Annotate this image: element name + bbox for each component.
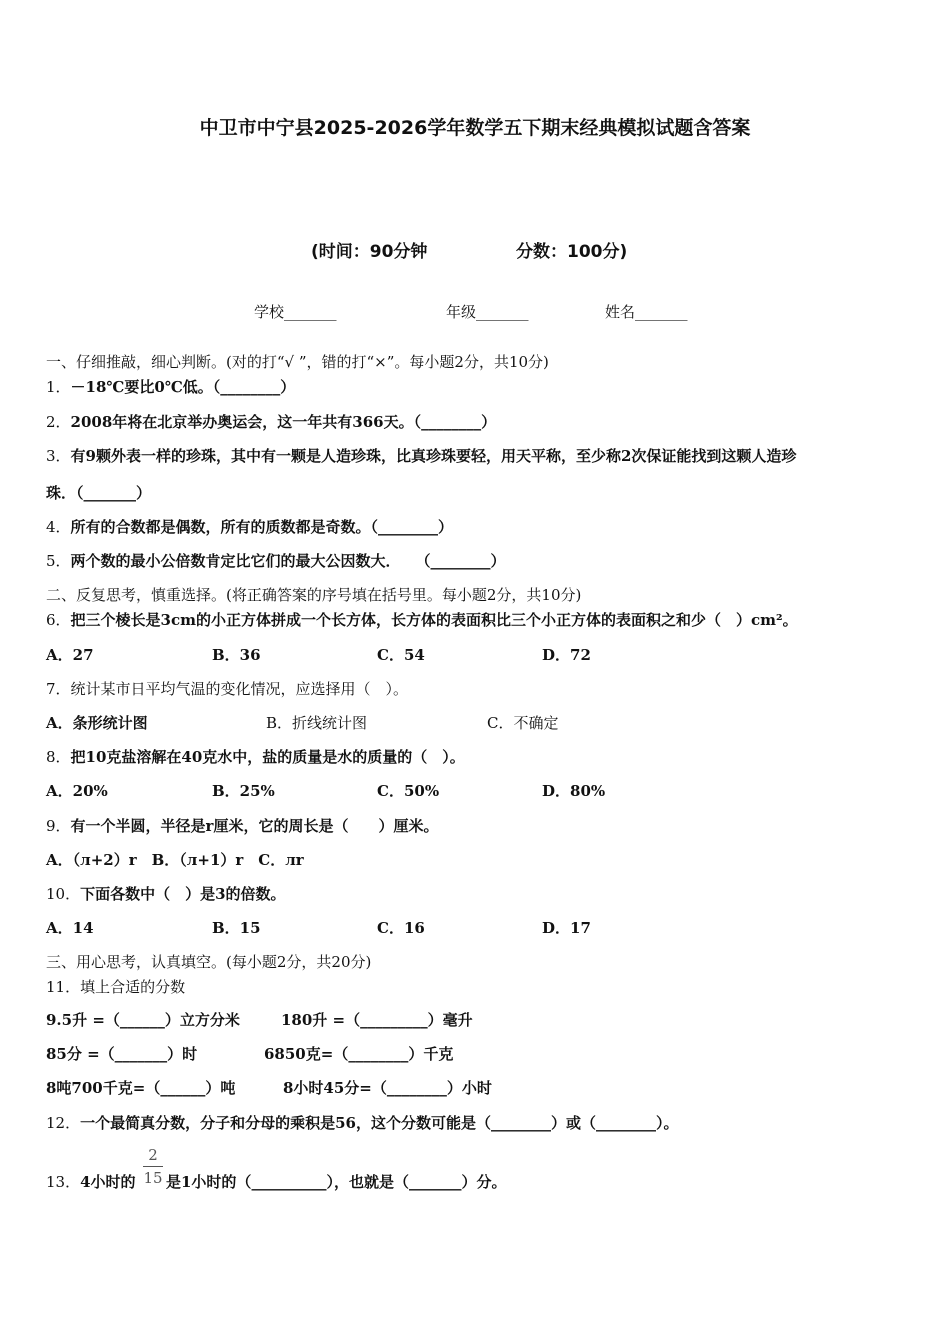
- option-b: B．25%: [212, 782, 275, 800]
- question-number: 12．: [46, 1114, 81, 1132]
- section-1-heading: 一、仔细推敲，细心判断。(对的打“√ ”，错的打“×”。每小题2分，共10分): [46, 353, 549, 371]
- options-line: A．（л+2）r B．（л+1）r C．лr: [46, 851, 304, 869]
- question-3: [46, 445, 796, 466]
- question-12: [46, 1112, 678, 1133]
- option-a: A．14: [46, 919, 94, 937]
- question-1: [46, 376, 295, 397]
- question-number: 5．: [46, 552, 71, 570]
- page-title: 中卫市中宁县2025-2026学年数学五下期末经典模拟试题含答案: [199, 117, 751, 139]
- section-2-heading: 二、反复思考，慎重选择。(将正确答案的序号填在括号里。每小题2分，共10分): [46, 586, 582, 604]
- question-text: 所有的合数都是偶数，所有的质数都是奇数。（________）: [70, 518, 454, 536]
- option-d: D．72: [542, 646, 591, 664]
- question-11: [46, 976, 185, 997]
- question-text: 有9颗外表一样的珍珠，其中有一颗是人造珍珠，比真珍珠要轻，用天平称，至少称2次保证能找到这颗人造珍: [70, 447, 797, 465]
- fill-item: 9.5升 =（______）立方分米: [46, 1011, 240, 1029]
- question-10: [46, 883, 286, 904]
- question-text: －18℃要比0℃低。（________）: [70, 378, 296, 396]
- question-8: [46, 746, 465, 767]
- question-4: [46, 516, 453, 537]
- option-c: C．16: [377, 919, 425, 937]
- fraction: [141, 1145, 165, 1188]
- question-number: 9．: [46, 817, 71, 835]
- question-number: 3．: [46, 447, 71, 465]
- option-c: C．54: [377, 646, 425, 664]
- option-d: D．80%: [542, 782, 606, 800]
- question-7: [46, 678, 408, 699]
- question-text: 两个数的最小公倍数肯定比它们的最大公因数大． （________）: [70, 552, 506, 570]
- question-number: 10．: [46, 885, 81, 903]
- question-6: [46, 609, 798, 630]
- question-5: [46, 550, 506, 571]
- question-text: 2008年将在北京举办奥运会，这一年共有366天。（________）: [70, 413, 497, 431]
- question-number: 6．: [46, 611, 71, 629]
- question-text: 一个最简真分数，分子和分母的乘积是56，这个分数可能是（________）或（________）。: [80, 1114, 679, 1132]
- option-a: A．27: [46, 646, 94, 664]
- question-2: [46, 411, 496, 432]
- question-13: [46, 1171, 136, 1192]
- question-text: 填上合适的分数: [80, 978, 186, 996]
- fraction-numerator: 2: [148, 1146, 158, 1164]
- fill-item: 8小时45分=（________）小时: [283, 1079, 492, 1097]
- fill-item: 8吨700千克=（______）吨: [46, 1079, 236, 1097]
- question-3-continued: 珠．（_______）: [46, 484, 152, 502]
- fill-item: 180升 =（_________）毫升: [281, 1011, 473, 1029]
- question-number: 7．: [46, 680, 71, 698]
- grade-field: 年级_______: [446, 303, 529, 321]
- exam-score: 分数：100分): [516, 242, 628, 262]
- option-d: D．17: [542, 919, 591, 937]
- fraction-bar: [143, 1166, 163, 1167]
- exam-time: (时间：90分钟: [311, 242, 428, 262]
- option-b: B．15: [212, 919, 261, 937]
- section-3-heading: 三、用心思考，认真填空。(每小题2分，共20分): [46, 953, 372, 971]
- question-number: 2．: [46, 413, 71, 431]
- name-field: 姓名_______: [605, 303, 688, 321]
- option-b: B．折线统计图: [266, 714, 368, 732]
- option-b: B．36: [212, 646, 261, 664]
- question-text: 下面各数中（ ）是3的倍数。: [80, 885, 286, 903]
- question-text: 有一个半圆，半径是r厘米，它的周长是（ ）厘米。: [70, 817, 439, 835]
- question-number: 1．: [46, 378, 71, 396]
- question-number: 13．: [46, 1173, 81, 1191]
- fill-item: 6850克=（________）千克: [264, 1045, 454, 1063]
- option-a: A．条形统计图: [46, 714, 148, 732]
- school-field: 学校_______: [254, 303, 337, 321]
- question-text: 把10克盐溶解在40克水中，盐的质量是水的质量的（ ）。: [70, 748, 465, 766]
- question-number: 8．: [46, 748, 71, 766]
- question-number: 11．: [46, 978, 81, 996]
- option-c: C．不确定: [487, 714, 559, 732]
- question-number: 4．: [46, 518, 71, 536]
- question-text: 统计某市日平均气温的变化情况，应选择用（ ）。: [70, 680, 409, 698]
- question-text-post: 是1小时的（__________），也就是（_______）分。: [166, 1173, 507, 1191]
- option-c: C．50%: [377, 782, 440, 800]
- fraction-denominator: 15: [143, 1169, 163, 1187]
- question-text: 把三个棱长是3cm的小正方体拼成一个长方体，长方体的表面积比三个小正方体的表面积之和少（ ）cm²。: [70, 611, 798, 629]
- question-text-pre: 4小时的: [80, 1173, 136, 1191]
- fill-item: 85分 =（_______）时: [46, 1045, 198, 1063]
- option-a: A．20%: [46, 782, 108, 800]
- question-9: [46, 815, 438, 836]
